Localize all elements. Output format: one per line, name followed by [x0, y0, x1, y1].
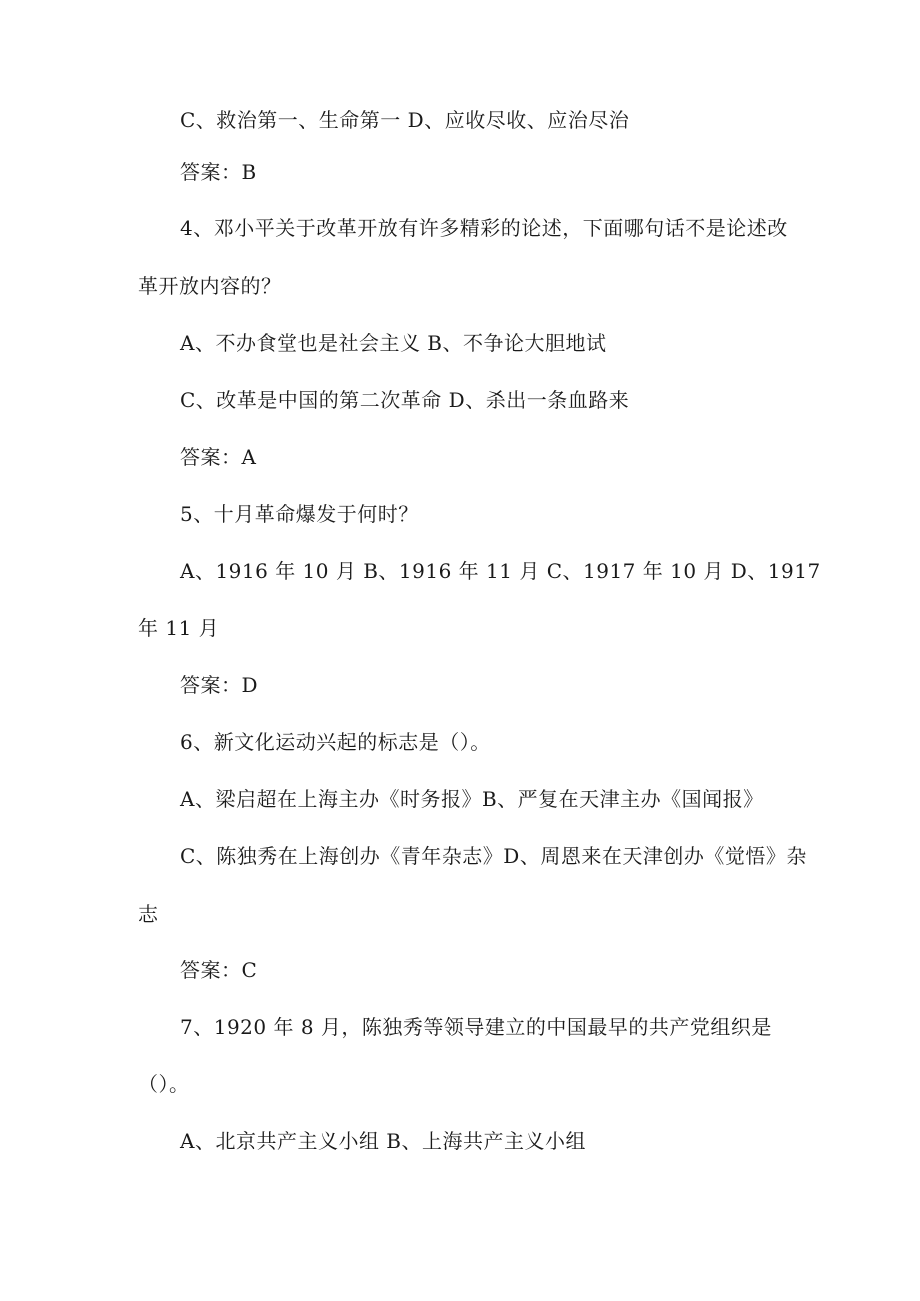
q5-options-line-1: A、1916 年 10 月 B、1916 年 11 月 C、1917 年 10 月 D、1917: [180, 559, 821, 583]
q6-options-cd-line-1: C、陈独秀在上海创办《青年杂志》D、周恩来在天津创办《觉悟》杂: [180, 844, 807, 868]
q5-answer: 答案：D: [180, 673, 259, 697]
q6-answer: 答案：C: [180, 958, 258, 982]
q6-options-ab: A、梁启超在上海主办《时务报》B、严复在天津主办《国闻报》: [180, 787, 764, 811]
q5-options-line-2: 年 11 月: [138, 616, 220, 640]
q7-options-ab: A、北京共产主义小组 B、上海共产主义小组: [180, 1129, 586, 1153]
q6-question: 6、新文化运动兴起的标志是（）。: [180, 730, 491, 754]
q7-question-line-2: （）。: [138, 1072, 190, 1096]
q4-question-line-1: 4、邓小平关于改革开放有许多精彩的论述，下面哪句话不是论述改: [180, 216, 788, 240]
q3-answer: 答案：B: [180, 160, 257, 184]
q6-options-cd-line-2: 志: [138, 902, 159, 926]
q4-question-line-2: 革开放内容的？: [138, 274, 282, 298]
q4-options-ab: A、不办食堂也是社会主义 B、不争论大胆地试: [180, 331, 607, 355]
q3-options-cd: C、救治第一、生命第一 D、应收尽收、应治尽治: [180, 108, 630, 132]
q4-options-cd: C、改革是中国的第二次革命 D、杀出一条血路来: [180, 388, 630, 412]
q7-question-line-1: 7、1920 年 8 月，陈独秀等领导建立的中国最早的共产党组织是: [180, 1015, 772, 1039]
q4-answer: 答案：A: [180, 445, 257, 469]
q5-question: 5、十月革命爆发于何时？: [180, 502, 419, 526]
